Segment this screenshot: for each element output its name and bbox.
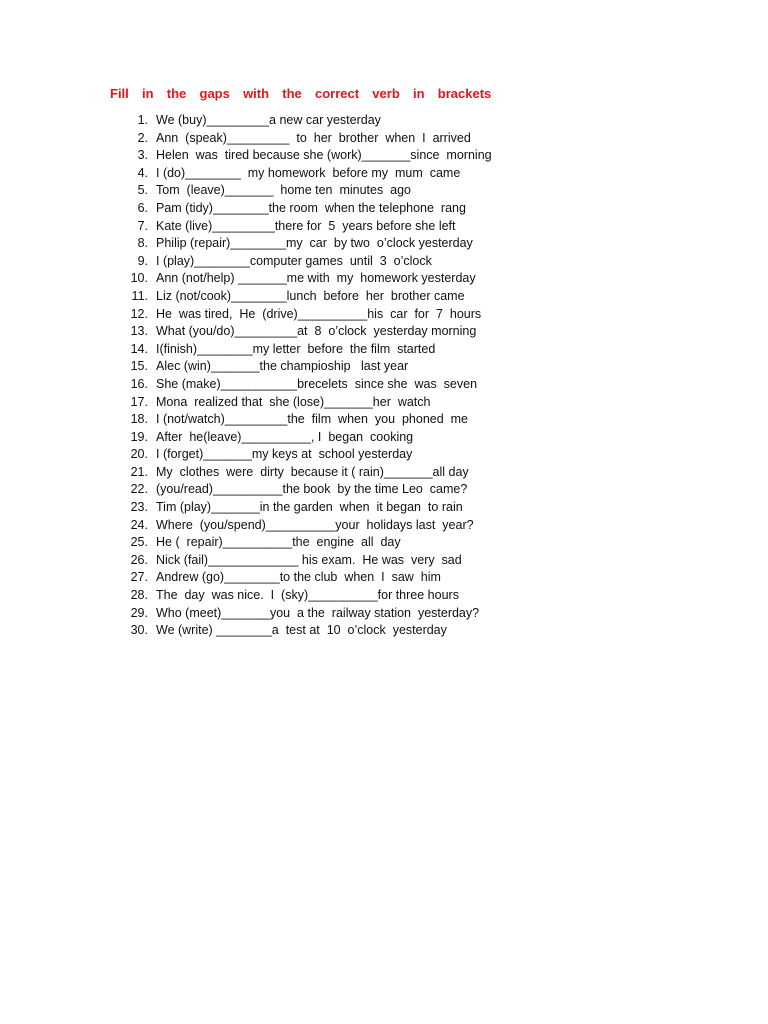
exercise-number: 17. (130, 394, 148, 409)
exercise-item (128, 411, 492, 429)
exercise-item (128, 376, 492, 394)
exercise-item (128, 622, 492, 640)
exercise-item (128, 552, 492, 570)
exercise-sentence: Tom (leave)_______ home ten minutes ago (156, 183, 412, 198)
exercise-sentence: I (forget)_______my keys at school yesterday (156, 447, 413, 462)
exercise-sentence: Ann (speak)_________ to her brother when I arrived (156, 130, 471, 145)
exercise-sentence: Pam (tidy)________the room when the telephone rang (156, 200, 466, 215)
exercise-number: 23. (130, 500, 148, 515)
exercise-item (128, 341, 492, 359)
exercise-item (128, 464, 492, 482)
exercise-sentence: He was tired, He (drive)__________his car for 7 hours (156, 306, 482, 321)
exercise-number: 18. (130, 412, 148, 427)
exercise-sentence: We (write) ________a test at 10 o’clock yesterday (156, 623, 447, 638)
exercise-item (128, 517, 492, 535)
worksheet-title: Fill in the gaps with the correct verb in brackets (110, 86, 492, 101)
exercise-item (128, 218, 492, 236)
exercise-sentence: We (buy)_________a new car yesterday (156, 113, 381, 127)
exercise-number: 24. (130, 517, 148, 532)
exercise-item (128, 306, 492, 324)
exercise-number: 22. (130, 482, 148, 497)
exercise-number: 13. (130, 324, 148, 339)
exercise-item (128, 288, 492, 306)
exercise-item (128, 429, 492, 447)
exercise-sentence: What (you/do)_________at 8 o’clock yesterday morning (156, 324, 477, 339)
exercise-item (128, 130, 492, 148)
exercise-sentence: The day was nice. I (sky)__________for three hours (156, 588, 459, 603)
exercise-item (128, 200, 492, 218)
exercise-number: 26. (130, 552, 148, 567)
exercise-sentence: Tim (play)_______in the garden when it began to rain (156, 500, 463, 515)
exercise-number: 9. (137, 253, 148, 268)
exercise-sentence: My clothes were dirty because it ( rain)_______all day (156, 464, 469, 479)
exercise-sentence: Alec (win)_______the champioship last year (156, 359, 409, 374)
exercise-item (128, 534, 492, 552)
exercise-number: 3. (137, 148, 148, 163)
exercise-sentence: I (not/watch)_________the film when you phoned me (156, 412, 468, 427)
exercise-item (128, 165, 492, 183)
exercise-item (128, 587, 492, 605)
exercise-number: 11. (131, 288, 148, 303)
exercise-sentence: I (play)________computer games until 3 o’clock (156, 253, 432, 268)
exercise-number: 28. (130, 588, 148, 603)
exercise-sentence: Where (you/spend)__________your holidays last year? (156, 517, 474, 532)
exercise-number: 27. (130, 570, 148, 585)
exercise-number: 2. (137, 130, 148, 145)
exercise-number: 25. (130, 535, 148, 550)
exercise-number: 15. (130, 359, 148, 374)
exercise-number: 5. (137, 183, 148, 198)
exercise-number: 4. (137, 165, 148, 180)
exercise-number: 30. (130, 623, 148, 638)
exercise-item (128, 270, 492, 288)
exercise-sentence: Ann (not/help) _______me with my homework yesterday (156, 271, 476, 286)
exercise-sentence: Mona realized that she (lose)_______her watch (156, 394, 431, 409)
exercise-sentence: He ( repair)__________the engine all day (156, 535, 401, 550)
exercise-sentence: I(finish)________my letter before the film started (156, 341, 436, 356)
exercise-number: 1. (137, 113, 148, 127)
exercise-number: 16. (130, 376, 148, 391)
exercise-item (128, 112, 492, 130)
exercise-item (128, 147, 492, 165)
exercise-number: 7. (137, 218, 148, 233)
exercise-sentence: Who (meet)_______you a the railway station yesterday? (156, 605, 480, 620)
exercise-sentence: I (do)________ my homework before my mum came (156, 165, 461, 180)
exercise-number: 10. (130, 271, 148, 286)
exercise-number: 12. (130, 306, 148, 321)
exercise-number: 8. (137, 236, 148, 251)
exercise-item (128, 358, 492, 376)
exercise-number: 29. (130, 605, 148, 620)
exercise-item (128, 182, 492, 200)
exercise-sentence: After he(leave)__________, I began cooking (156, 429, 414, 444)
exercise-item (128, 499, 492, 517)
exercise-number: 21. (130, 464, 148, 479)
exercise-item (128, 446, 492, 464)
exercise-sentence: She (make)___________brecelets since she was seven (156, 376, 478, 391)
exercise-item (128, 569, 492, 587)
exercise-number: 19. (130, 429, 148, 444)
exercise-item (128, 323, 492, 341)
exercise-number: 20. (130, 447, 148, 462)
exercise-item (128, 605, 492, 623)
exercise-item (128, 481, 492, 499)
exercise-item (128, 394, 492, 412)
exercise-list (128, 112, 492, 640)
exercise-sentence: Helen was tired because she (work)_______since morning (156, 148, 492, 163)
exercise-item (128, 235, 492, 253)
exercise-sentence: Kate (live)_________there for 5 years before she left (156, 218, 456, 233)
exercise-number: 14. (130, 341, 148, 356)
exercise-item (128, 253, 492, 271)
exercise-sentence: Nick (fail)_____________ his exam. He was very sad (156, 552, 462, 567)
exercise-sentence: Andrew (go)________to the club when I saw him (156, 570, 441, 585)
exercise-sentence: (you/read)__________the book by the time Leo came? (156, 482, 468, 497)
exercise-sentence: Philip (repair)________my car by two o’clock yesterday (156, 236, 473, 251)
exercise-number: 6. (137, 200, 148, 215)
exercise-sentence: Liz (not/cook)________lunch before her brother came (156, 288, 465, 303)
